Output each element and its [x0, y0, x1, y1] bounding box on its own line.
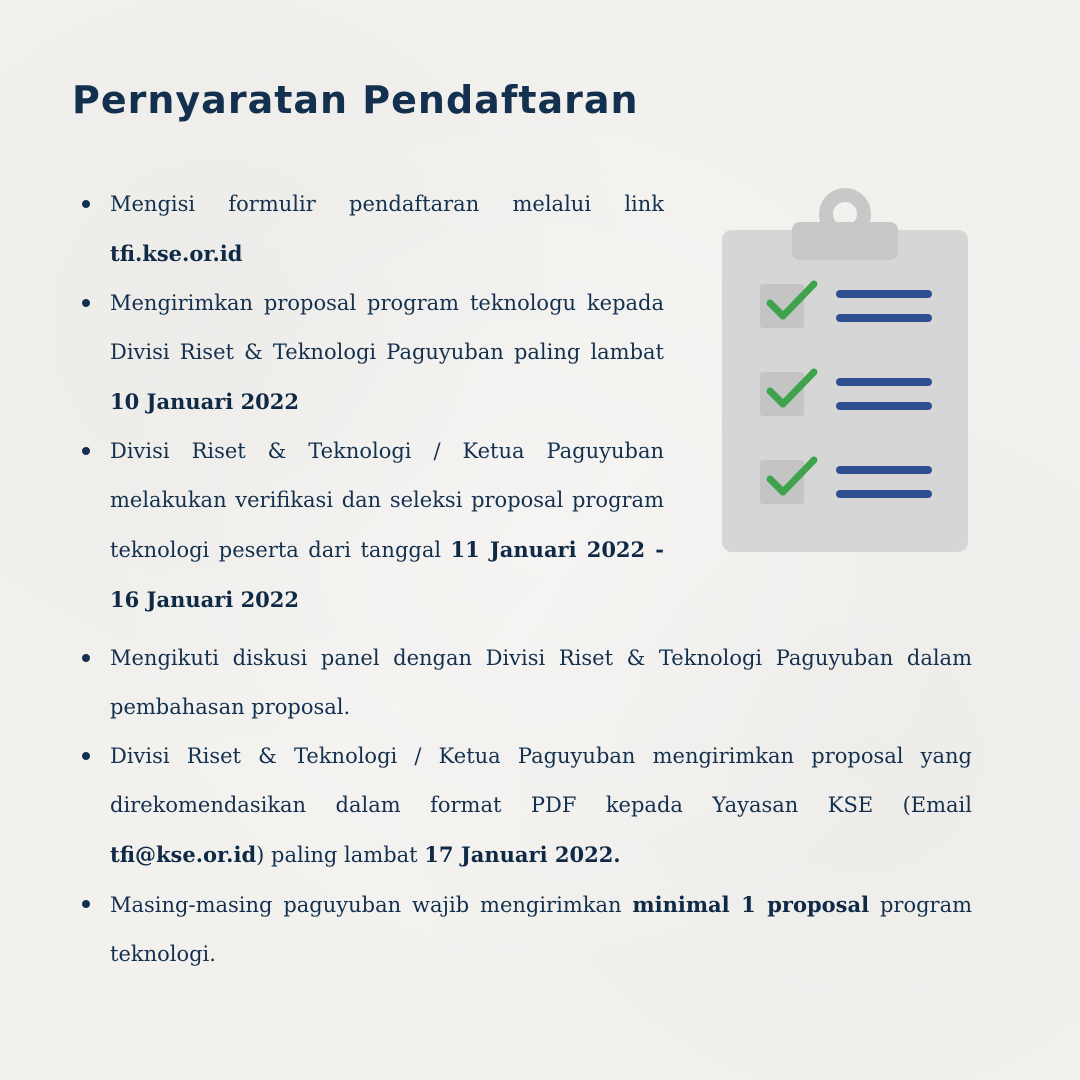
requirement-highlight: 10 Januari 2022	[110, 389, 300, 414]
requirement-item	[82, 427, 664, 625]
requirement-text: Mengikuti diskusi panel dengan Divisi Riset & Teknologi Paguyuban dalam pembahasan proposal.	[110, 646, 972, 719]
requirement-text: program teknologi.	[110, 893, 972, 966]
requirement-text: ) paling lambat	[256, 843, 425, 867]
bullet-icon	[82, 900, 90, 908]
bullet-icon	[82, 200, 90, 208]
requirement-highlight: 17 Januari 2022.	[424, 842, 621, 867]
bullet-icon	[82, 299, 90, 307]
requirements-list-bottom	[82, 634, 972, 979]
requirement-item	[82, 180, 664, 279]
bullet-icon	[82, 752, 90, 760]
requirement-text: Mengisi formulir pendaftaran melalui link	[110, 192, 664, 216]
requirement-item	[82, 634, 972, 732]
requirement-highlight: minimal 1 proposal	[632, 892, 870, 917]
requirement-item	[82, 880, 972, 979]
requirement-item	[82, 279, 664, 427]
clipboard-board	[722, 230, 968, 552]
requirements-list-top	[82, 180, 664, 625]
bullet-icon	[82, 447, 90, 455]
requirement-highlight: 11 Januari 2022 - 16 Januari 2022	[110, 537, 664, 612]
requirement-text: Masing-masing paguyuban wajib mengirimkan	[110, 893, 633, 917]
requirement-highlight: tfi@kse.or.id	[110, 842, 257, 867]
requirement-item	[82, 732, 972, 880]
clipboard-checklist-icon	[722, 186, 968, 552]
clipboard-clip	[792, 188, 898, 260]
page-title: Pernyaratan Pendaftaran	[72, 78, 639, 122]
bullet-icon	[82, 654, 90, 662]
requirement-text: Divisi Riset & Teknologi / Ketua Paguyuban mengirimkan proposal yang direkomendasikan dalam format PDF kepada Yayasan KSE (Email	[110, 744, 972, 817]
requirement-highlight: tfi.kse.or.id	[110, 241, 243, 266]
requirement-text: Divisi Riset & Teknologi / Ketua Paguyuban melakukan verifikasi dan seleksi proposal program teknologi peserta dari tanggal	[110, 439, 664, 562]
requirement-text: Mengirimkan proposal program teknologu kepada Divisi Riset & Teknologi Paguyuban paling lambat	[110, 291, 664, 364]
